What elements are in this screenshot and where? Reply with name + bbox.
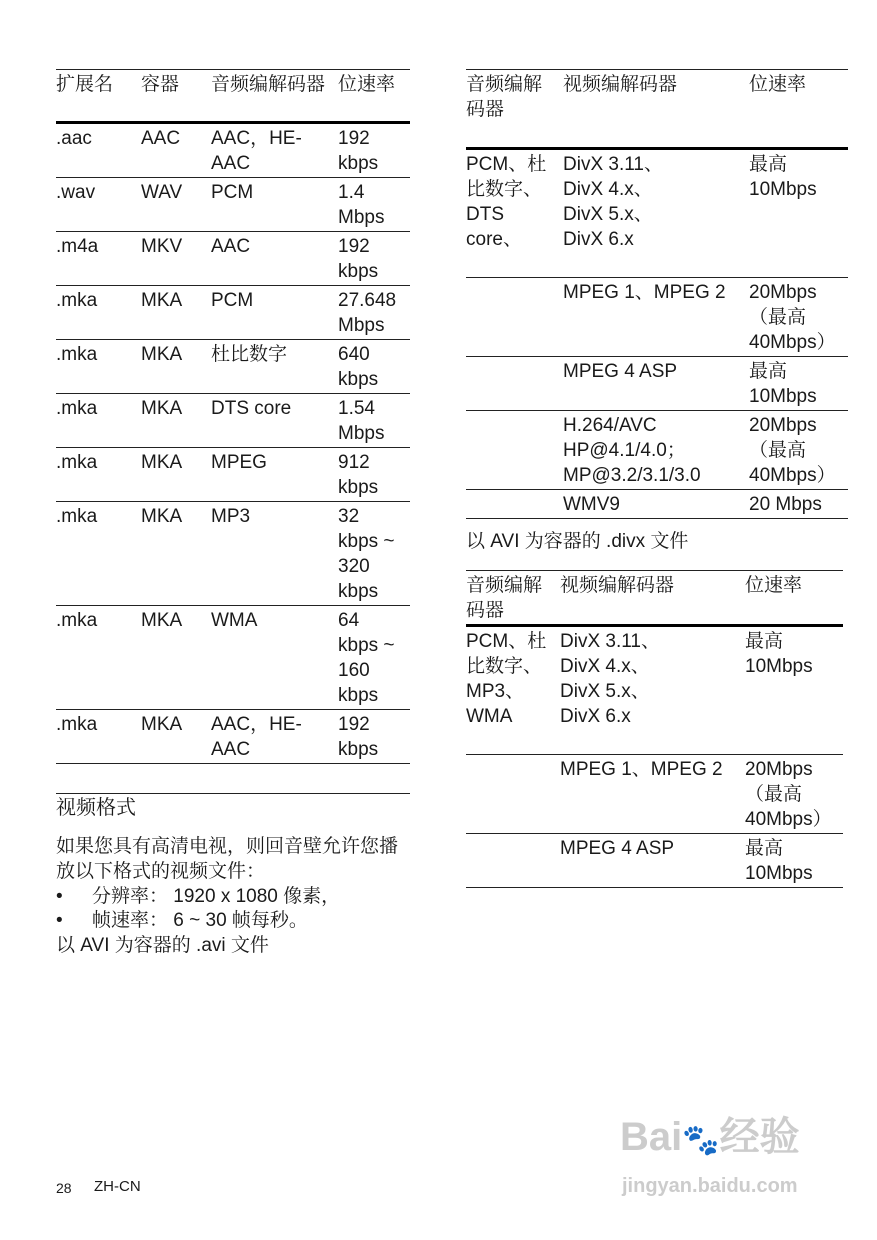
language-code: ZH-CN — [94, 1178, 141, 1195]
audio-format-table — [56, 69, 410, 764]
table-cell: MKA — [141, 394, 211, 448]
column-header: 位速率 — [745, 571, 843, 626]
column-header: 音频编解码器 — [466, 70, 563, 149]
table-row — [56, 502, 410, 606]
table-cell: MP3 — [211, 502, 338, 606]
table-header-row — [466, 70, 848, 149]
table-cell — [466, 755, 560, 834]
table-cell: MPEG 4 ASP — [563, 357, 749, 411]
table-cell: MKA — [141, 710, 211, 764]
table-cell: 最高 10Mbps — [745, 626, 843, 755]
avi-codec-table — [466, 69, 848, 519]
column-header: 音频编解码器 — [211, 70, 338, 123]
table-row — [56, 232, 410, 286]
table-row — [466, 411, 848, 490]
table-row — [466, 755, 843, 834]
column-header: 位速率 — [749, 70, 848, 149]
table-cell: 192 kbps — [338, 232, 410, 286]
table-cell — [466, 834, 560, 888]
table-cell: .aac — [56, 123, 141, 178]
table-cell: PCM — [211, 286, 338, 340]
table-header-row — [466, 571, 843, 626]
table-row — [56, 286, 410, 340]
table-cell: .mka — [56, 340, 141, 394]
table-cell: AAC — [141, 123, 211, 178]
bullet-framerate: • 帧速率： 6 ~ 30 帧每秒。 — [56, 910, 308, 931]
baidu-watermark-logo: Bai🐾经验 — [620, 1115, 800, 1159]
video-section-title: 视频格式 — [56, 797, 136, 819]
table-row — [56, 123, 410, 178]
table-cell: WMV9 — [563, 490, 749, 519]
table-cell: 32 kbps ~ 320 kbps — [338, 502, 410, 606]
table-cell: MKA — [141, 606, 211, 710]
column-header: 位速率 — [338, 70, 410, 123]
baidu-watermark-url: jingyan.baidu.com — [622, 1175, 798, 1197]
table-cell: .m4a — [56, 232, 141, 286]
table-cell: 最高 10Mbps — [745, 834, 843, 888]
column-header: 音频编解码器 — [466, 571, 560, 626]
table-cell — [466, 490, 563, 519]
table-cell: 20Mbps（最高 40Mbps） — [745, 755, 843, 834]
table-row — [466, 834, 843, 888]
table-cell: 最高 10Mbps — [749, 149, 848, 278]
table-cell: DivX 3.11、 DivX 4.x、 DivX 5.x、 DivX 6.x — [560, 626, 745, 755]
table-cell: MKA — [141, 286, 211, 340]
column-header: 视频编解码器 — [563, 70, 749, 149]
table-cell — [466, 357, 563, 411]
table-row — [466, 490, 848, 519]
table-cell: MKV — [141, 232, 211, 286]
table-cell: H.264/AVC HP@4.1/4.0；MP@3.2/3.1/3.0 — [563, 411, 749, 490]
table-cell: MKA — [141, 340, 211, 394]
table-cell: AAC，HE-AAC — [211, 710, 338, 764]
table-cell: .wav — [56, 178, 141, 232]
table-row — [56, 178, 410, 232]
table-cell: WMA — [211, 606, 338, 710]
table-row — [56, 394, 410, 448]
table-row — [56, 710, 410, 764]
section-divider — [56, 793, 410, 794]
table-row — [56, 340, 410, 394]
table-row — [466, 626, 843, 755]
table-cell: PCM — [211, 178, 338, 232]
table-cell: AAC — [211, 232, 338, 286]
table-cell: 20 Mbps — [749, 490, 848, 519]
divx-codec-table — [466, 570, 843, 888]
table-cell: 20Mbps（最高 40Mbps） — [749, 278, 848, 357]
table-cell: .mka — [56, 286, 141, 340]
table-cell: AAC，HE-AAC — [211, 123, 338, 178]
table-cell: WAV — [141, 178, 211, 232]
video-intro: 如果您具有高清电视，则回音壁允许您播放以下格式的视频文件： — [56, 836, 399, 882]
page-number: 28 — [56, 1180, 72, 1196]
table-cell: .mka — [56, 606, 141, 710]
table-cell: DTS core — [211, 394, 338, 448]
table-cell: MPEG — [211, 448, 338, 502]
table-cell: 杜比数字 — [211, 340, 338, 394]
avi-heading: 以 AVI 为容器的 .avi 文件 — [56, 935, 269, 956]
table-cell: MKA — [141, 448, 211, 502]
table-cell: 192 kbps — [338, 123, 410, 178]
table-cell: 最高 10Mbps — [749, 357, 848, 411]
table-cell: DivX 3.11、 DivX 4.x、 DivX 5.x、 DivX 6.x — [563, 149, 749, 278]
table-cell: 192 kbps — [338, 710, 410, 764]
table-row — [56, 448, 410, 502]
table-cell: MPEG 4 ASP — [560, 834, 745, 888]
table-row — [466, 149, 848, 278]
table-cell: .mka — [56, 448, 141, 502]
table-row — [466, 357, 848, 411]
bullet-resolution: • 分辨率： 1920 x 1080 像素， — [56, 886, 341, 907]
table-row — [466, 278, 848, 357]
table-header-row — [56, 70, 410, 123]
column-header: 容器 — [141, 70, 211, 123]
table-cell: .mka — [56, 394, 141, 448]
table-cell: .mka — [56, 710, 141, 764]
column-header: 视频编解码器 — [560, 571, 745, 626]
table-cell: 27.648 Mbps — [338, 286, 410, 340]
table-cell: 1.54 Mbps — [338, 394, 410, 448]
table-cell: 1.4 Mbps — [338, 178, 410, 232]
table-cell — [466, 278, 563, 357]
table-cell — [466, 411, 563, 490]
table-cell: 640 kbps — [338, 340, 410, 394]
table-cell: MPEG 1、MPEG 2 — [560, 755, 745, 834]
table-cell: MKA — [141, 502, 211, 606]
table-row — [56, 606, 410, 710]
bullet-text: 帧速率： 6 ~ 30 帧每秒。 — [92, 910, 308, 931]
table-cell: .mka — [56, 502, 141, 606]
table-cell: 20Mbps（最高 40Mbps） — [749, 411, 848, 490]
divx-heading: 以 AVI 为容器的 .divx 文件 — [466, 531, 689, 552]
column-header: 扩展名 — [56, 70, 141, 123]
table-cell: 64 kbps ~ 160 kbps — [338, 606, 410, 710]
table-cell: PCM、杜比数字、DTS core、 — [466, 149, 563, 278]
bullet-text: 分辨率： 1920 x 1080 像素， — [92, 886, 341, 907]
table-cell: PCM、杜比数字、MP3、WMA — [466, 626, 560, 755]
table-cell: 912 kbps — [338, 448, 410, 502]
table-cell: MPEG 1、MPEG 2 — [563, 278, 749, 357]
